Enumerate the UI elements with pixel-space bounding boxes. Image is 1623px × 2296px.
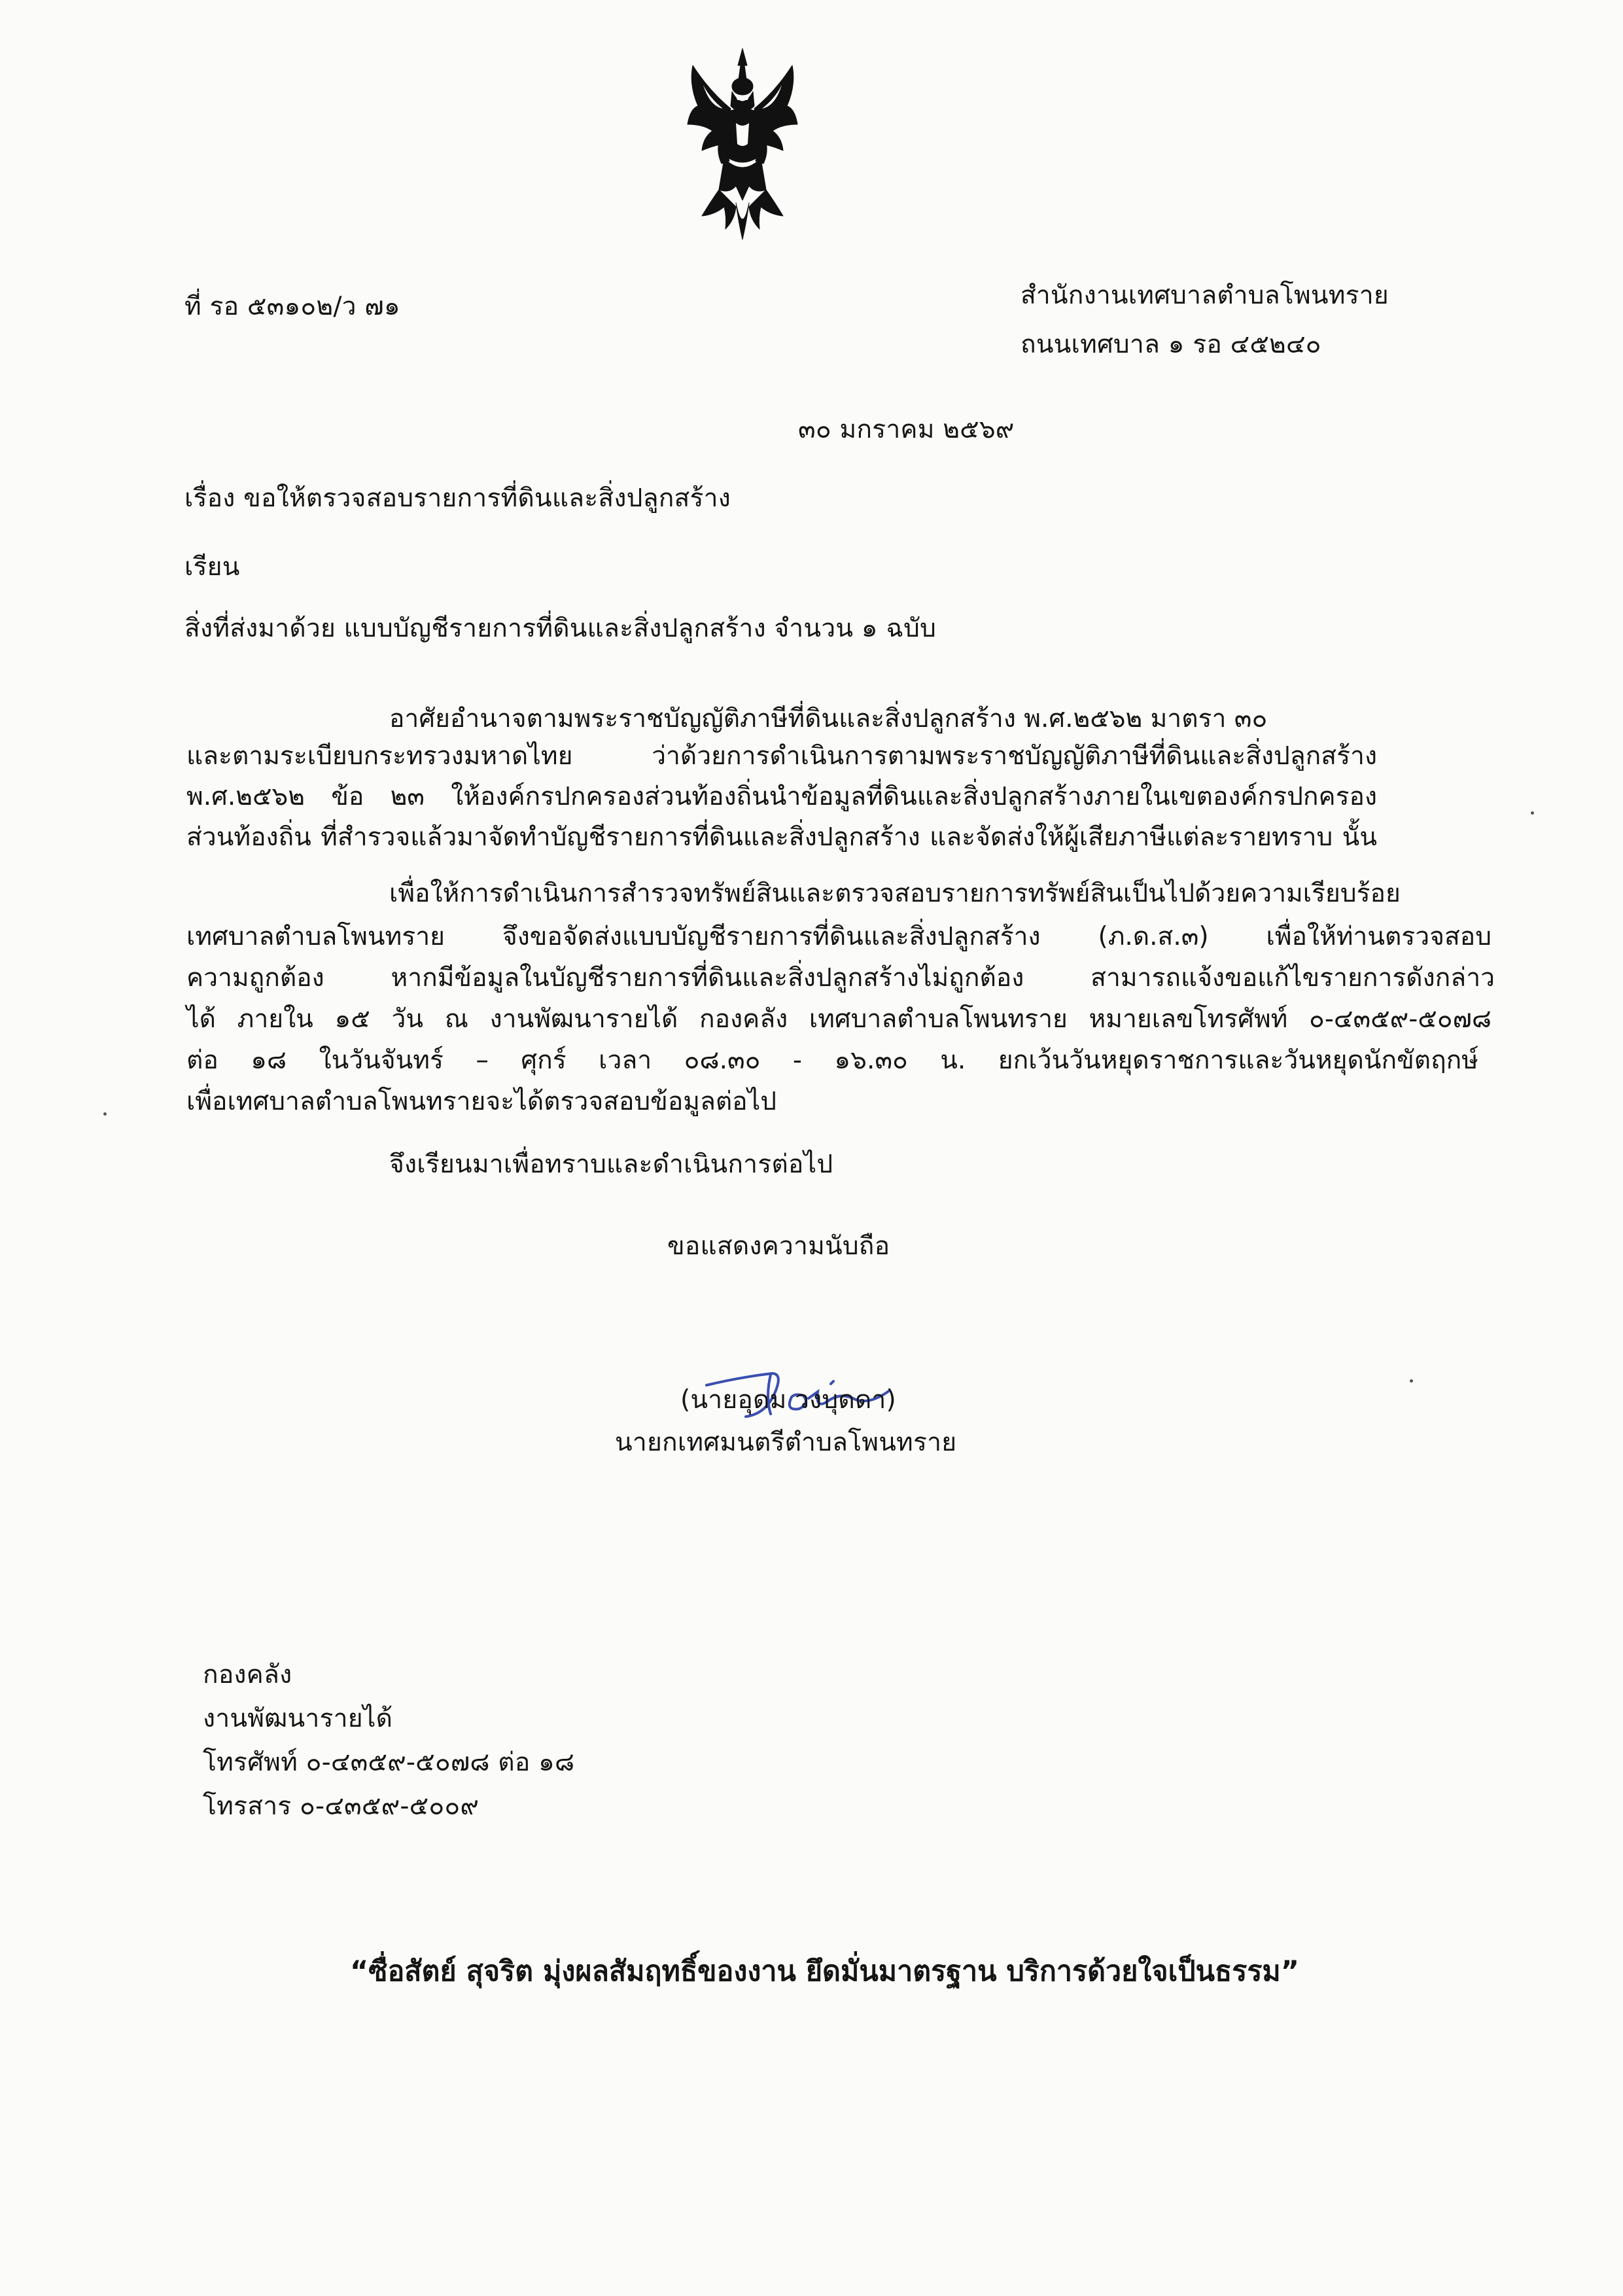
body-line: และตามระเบียบกระทรวงมหาดไทย ว่าด้วยการดำเนินการตามพระราชบัญญัติภาษีที่ดินและสิ่งปลูกสร้าง — [186, 741, 1377, 771]
body-line: เพื่อให้การดำเนินการสำรวจทรัพย์สินและตรวจสอบรายการทรัพย์สินเป็นไปด้วยความเรียบร้อย — [389, 879, 1401, 908]
scan-speck — [1531, 811, 1534, 815]
enclosure-line: สิ่งที่ส่งมาด้วย แบบบัญชีรายการที่ดินและสิ่งปลูกสร้าง จำนวน ๑ ฉบับ — [184, 614, 937, 643]
body-line: เทศบาลตำบลโพนทราย จึงขอจัดส่งแบบบัญชีรายการที่ดินและสิ่งปลูกสร้าง (ภ.ด.ส.๓) เพื่อให้ท่านตรวจสอบ — [186, 922, 1492, 951]
closing-line: จึงเรียนมาเพื่อทราบและดำเนินการต่อไป — [389, 1150, 833, 1179]
body-line: เพื่อเทศบาลตำบลโพนทรายจะได้ตรวจสอบข้อมูลต่อไป — [186, 1087, 777, 1116]
contact-unit: งานพัฒนารายได้ — [203, 1704, 393, 1733]
reference-number: ที่ รอ ๕๓๑๐๒/ว ๗๑ — [184, 292, 400, 321]
contact-fax: โทรสาร ๐-๔๓๕๙-๕๐๐๙ — [203, 1792, 480, 1821]
salutation: เรียน — [184, 552, 240, 582]
scan-speck — [1410, 1379, 1413, 1383]
body-line: พ.ศ.๒๕๖๒ ข้อ ๒๓ ให้องค์กรปกครองส่วนท้องถิ่นนำข้อมูลที่ดินและสิ่งปลูกสร้างภายในเขตองค์กรปกครอง — [186, 782, 1377, 811]
signer-name: (นายอุดม วงบุดดา) — [680, 1385, 896, 1415]
motto: “ซื่อสัตย์ สุจริต มุ่งผลสัมฤทธิ์ของงาน ยึดมั่นมาตรฐาน บริการด้วยใจเป็นธรรม” — [350, 1955, 1300, 1988]
signer-position: นายกเทศมนตรีตำบลโพนทราย — [615, 1428, 957, 1457]
contact-phone: โทรศัพท์ ๐-๔๓๕๙-๕๐๗๘ ต่อ ๑๘ — [203, 1748, 575, 1777]
body-line: ความถูกต้อง หากมีข้อมูลในบัญชีรายการที่ดินและสิ่งปลูกสร้างไม่ถูกต้อง สามารถแจ้งขอแก้ไขรายการดังกล่าว — [186, 963, 1495, 993]
body-line: ได้ ภายใน ๑๕ วัน ณ งานพัฒนารายได้ กองคลัง เทศบาลตำบลโพนทราย หมายเลขโทรศัพท์ ๐-๔๓๕๙-๕๐๗๘ — [186, 1004, 1492, 1034]
office-address: ถนนเทศบาล ๑ รอ ๔๕๒๔๐ — [1021, 330, 1321, 359]
subject-line: เรื่อง ขอให้ตรวจสอบรายการที่ดินและสิ่งปลูกสร้าง — [184, 484, 731, 513]
body-line: ต่อ ๑๘ ในวันจันทร์ – ศุกร์ เวลา ๐๘.๓๐ - ๑๖.๓๐ น. ยกเว้นวันหยุดราชการและวันหยุดนักขัตฤกษ์ — [186, 1046, 1478, 1075]
letter-date: ๓๐ มกราคม ๒๕๖๙ — [798, 415, 1015, 444]
regards: ขอแสดงความนับถือ — [667, 1231, 890, 1261]
body-line: อาศัยอำนาจตามพระราชบัญญัติภาษีที่ดินและสิ่งปลูกสร้าง พ.ศ.๒๕๖๒ มาตรา ๓๐ — [389, 704, 1268, 733]
body-line: ส่วนท้องถิ่น ที่สำรวจแล้วมาจัดทำบัญชีรายการที่ดินและสิ่งปลูกสร้าง และจัดส่งให้ผู้เสียภาษีแต่ละรายทราบ นั้น — [186, 822, 1377, 852]
garuda-emblem-icon — [684, 46, 801, 249]
office-name: สำนักงานเทศบาลตำบลโพนทราย — [1021, 281, 1389, 310]
scan-speck — [103, 1112, 107, 1116]
contact-department: กองคลัง — [203, 1660, 292, 1689]
